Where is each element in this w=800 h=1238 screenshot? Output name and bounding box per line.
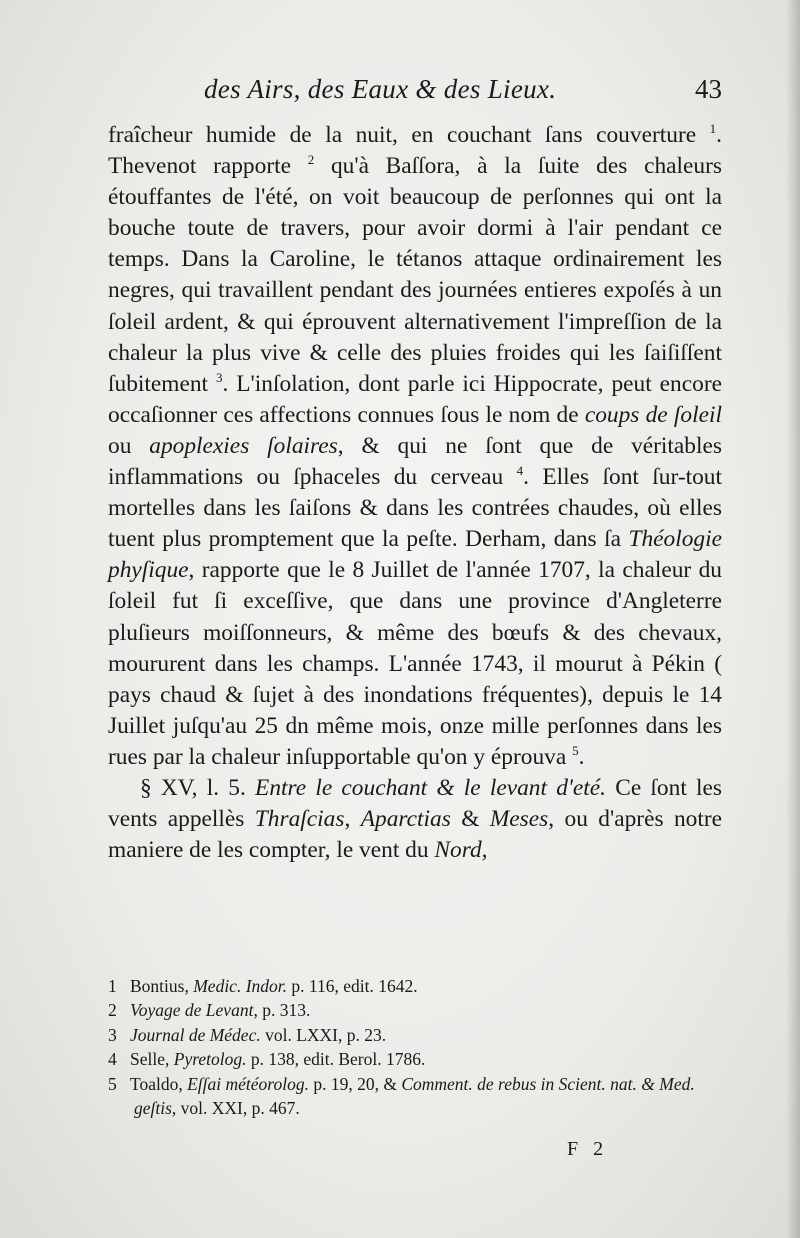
footnote-ref-1[interactable]: 1 xyxy=(709,121,717,137)
page-number: 43 xyxy=(695,74,722,104)
paragraph-2: § XV, l. 5. Entre le couchant & le levant d'eté. Ce ſont les vents appellès Thraſcias, Aparctias & Meses, ou d'après notre maniere de les compter, le vent du Nord, xyxy=(108,774,723,864)
italic-term: coups de ſoleil xyxy=(584,401,722,428)
italic-term: Meses xyxy=(489,806,549,833)
italic-term: Aparctias xyxy=(360,806,451,833)
footnote-ref-2[interactable]: 2 xyxy=(307,152,315,168)
italic-term: apoplexies ſolaires xyxy=(149,432,338,459)
page-edge-shadow xyxy=(786,0,800,1238)
italic-term: Thraſcias xyxy=(254,806,345,833)
footnotes xyxy=(108,974,722,1120)
footnote-ref-5[interactable]: 5 xyxy=(572,743,579,759)
footnote-ref-4[interactable]: 4 xyxy=(516,463,524,479)
footnote-4: 4 Selle, Pyretolog. p. 138, edit. Berol. 1786. xyxy=(108,1049,426,1070)
body-text xyxy=(108,120,722,866)
italic-title: Théologie phyſique xyxy=(108,526,722,584)
footnote-1: 1 Bontius, Medic. Indor. p. 116, edit. 1642. xyxy=(108,976,418,996)
italic-lemma: Entre le couchant & le levant d'eté. xyxy=(255,774,607,801)
footnote-5: 5 Toaldo, Eſſai météorolog. p. 19, 20, & Comment. de rebus in Scient. nat. & Med. geſtis, vol. XXI, p. 467. xyxy=(108,1073,695,1119)
running-header xyxy=(108,74,722,114)
signature-mark: F 2 xyxy=(567,1138,609,1160)
paragraph-1: fraîcheur humide de la nuit, en couchant ſans couverture $^1$. Thevenot rapporte $^2$ qu'à Baſſora, à la ſuite des chaleurs étouffantes de l'été, on voit beaucoup de perſonnes qui ont la bouche toute de travers, pour avoir dormi à l'air pendant ce temps. Dans la Caroline, le tétanos attaque ordinairement les negres, qui travaillent pendant des journées entieres expoſés à un ſoleil ardent, & qui éprouvent alternativement l'impreſſion de la chaleur la plus vive & celle des pluies froides qui les ſaiſiſſent ſubitement $^3$. L'inſolation, dont parle ici Hippocrate, peut encore occaſionner ces affections connues ſous le nom de coups de ſoleil ou apoplexies ſolaires, & qui ne ſont que de véritables inflammations ou ſphaceles du cerveau $^4$. Elles ſont ſur-tout mortelles dans les ſaiſons & dans les contrées chaudes, où elles tuent plus promptement que la peſte. Derham, dans ſa Théologie phyſique, rapporte que le 8 Juillet de l'année 1707, la chaleur du ſoleil fut ſi exceſſive, que dans une province d'Angleterre pluſieurs moiſſonneurs, & même des bœufs & des chevaux, moururent dans les champs. L'année 1743, il mourut à Pékin ( pays chaud & ſujet à des inondations fréquentes), depuis le 14 Juillet juſqu'au 25 dn même mois, onze mille perſonnes dans les rues par la chaleur inſupportable qu'on y éprouva $^5$. xyxy=(108,121,722,770)
footnote-2: 2 Voyage de Levant, p. 313. xyxy=(108,1000,311,1021)
running-title: des Airs, des Eaux & des Lieux. xyxy=(204,74,557,104)
italic-term: Nord xyxy=(434,837,482,864)
footnote-ref-3[interactable]: 3 xyxy=(215,369,223,385)
footnote-3: 3 Journal de Médec. vol. LXXI, p. 23. xyxy=(108,1024,387,1045)
